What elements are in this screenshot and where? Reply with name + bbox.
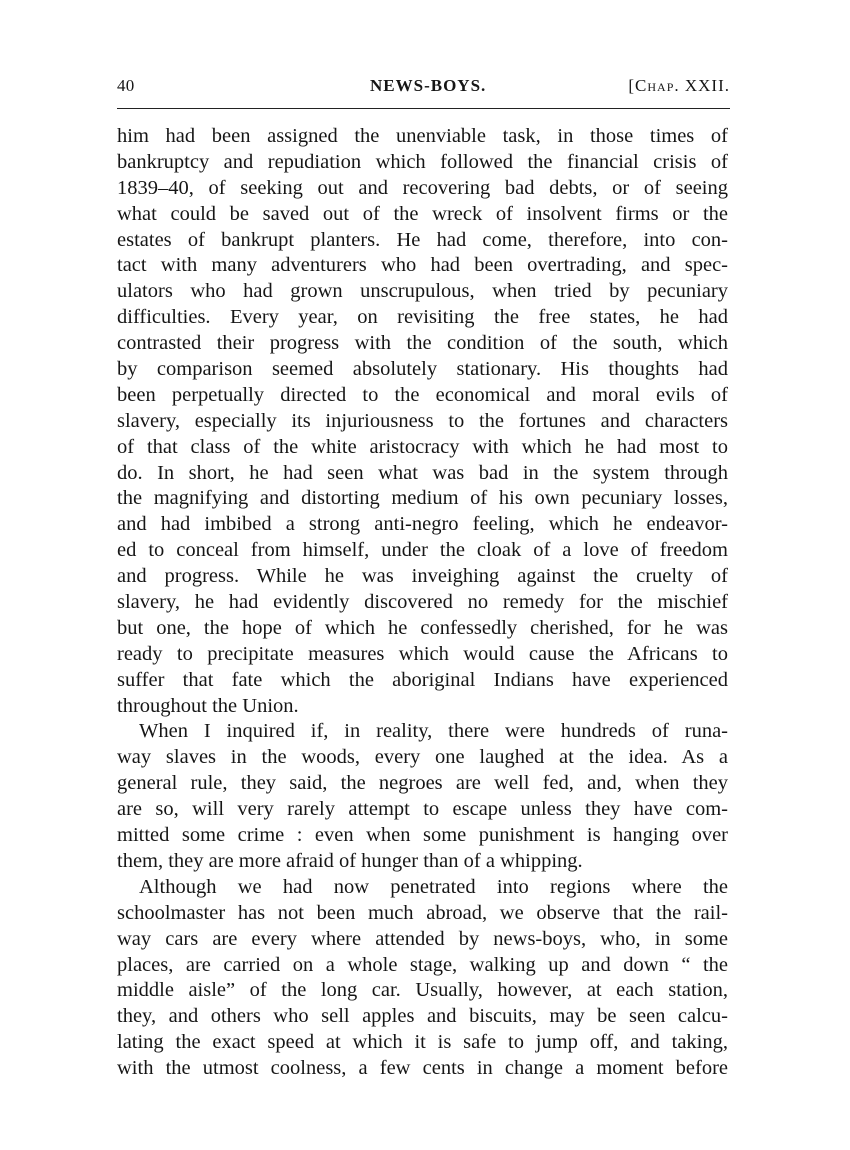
text-line: lating the exact speed at which it is safe to jump off, and taking, bbox=[117, 1031, 728, 1054]
text-line: slavery, especially its injuriousness to the fortunes and characters bbox=[117, 409, 728, 432]
text-line: ready to precipitate measures which would cause the Africans to bbox=[117, 642, 728, 665]
text-line: places, are carried on a whole stage, walking up and down “ the bbox=[117, 953, 728, 976]
body-text bbox=[117, 124, 728, 1082]
text-line: estates of bankrupt planters. He had come, therefore, into con- bbox=[117, 228, 728, 251]
page-number: 40 bbox=[117, 76, 135, 95]
text-line: difficulties. Every year, on revisiting the free states, he had bbox=[117, 306, 728, 329]
text-line: middle aisle” of the long car. Usually, however, at each station, bbox=[117, 979, 728, 1002]
text-line: bankruptcy and repudiation which followed the financial crisis of bbox=[117, 150, 728, 173]
text-line: general rule, they said, the negroes are well fed, and, when they bbox=[117, 772, 728, 795]
text-line: suffer that fate which the aboriginal Indians have experienced bbox=[117, 668, 728, 691]
text-line: contrasted their progress with the condition of the south, which bbox=[117, 332, 728, 355]
text-line: tact with many adventurers who had been overtrading, and spec- bbox=[117, 254, 728, 277]
paragraph-start-line: When I inquired if, in reality, there were hundreds of runa- bbox=[139, 720, 728, 743]
text-line: 1839–40, of seeking out and recovering bad debts, or of seeing bbox=[117, 176, 728, 199]
text-line: with the utmost coolness, a few cents in change a moment before bbox=[117, 1057, 728, 1080]
paragraph-end-line: throughout the Union. bbox=[117, 694, 299, 717]
chapter-reference: [Chap. XXII. bbox=[628, 76, 730, 95]
text-line: ed to conceal from himself, under the cloak of a love of freedom bbox=[117, 539, 728, 562]
running-title: NEWS-BOYS. bbox=[370, 76, 487, 95]
text-line: and progress. While he was inveighing against the cruelty of bbox=[117, 565, 728, 588]
text-line: by comparison seemed absolutely stationary. His thoughts had bbox=[117, 358, 728, 381]
text-line: him had been assigned the unenviable task, in those times of bbox=[117, 125, 728, 147]
running-head bbox=[117, 76, 730, 100]
text-line: of that class of the white aristocracy with which he had most to bbox=[117, 435, 728, 458]
text-line: but one, the hope of which he confessedly cherished, for he was bbox=[117, 616, 728, 639]
text-line: way slaves in the woods, every one laughed at the idea. As a bbox=[117, 746, 728, 769]
text-line: schoolmaster has not been much abroad, we observe that the rail- bbox=[117, 901, 728, 924]
text-line: the magnifying and distorting medium of his own pecuniary losses, bbox=[117, 487, 728, 510]
text-line: and had imbibed a strong anti-negro feeling, which he endeavor- bbox=[117, 513, 728, 536]
text-line: do. In short, he had seen what was bad in the system through bbox=[117, 461, 728, 484]
text-line: are so, will very rarely attempt to escape unless they have com- bbox=[117, 798, 728, 821]
text-line: been perpetually directed to the economical and moral evils of bbox=[117, 383, 728, 406]
paragraph-end-line: them, they are more afraid of hunger than of a whipping. bbox=[117, 849, 583, 872]
text-line: slavery, he had evidently discovered no remedy for the mischief bbox=[117, 591, 728, 614]
header-rule bbox=[117, 108, 730, 109]
text-line: they, and others who sell apples and biscuits, may be seen calcu- bbox=[117, 1005, 728, 1028]
text-line: mitted some crime : even when some punishment is hanging over bbox=[117, 824, 728, 847]
paragraph-start-line: Although we had now penetrated into regions where the bbox=[139, 875, 728, 898]
text-line: what could be saved out of the wreck of insolvent firms or the bbox=[117, 202, 728, 225]
text-line: ulators who had grown unscrupulous, when tried by pecuniary bbox=[117, 280, 728, 303]
text-line: way cars are every where attended by news-boys, who, in some bbox=[117, 927, 728, 950]
